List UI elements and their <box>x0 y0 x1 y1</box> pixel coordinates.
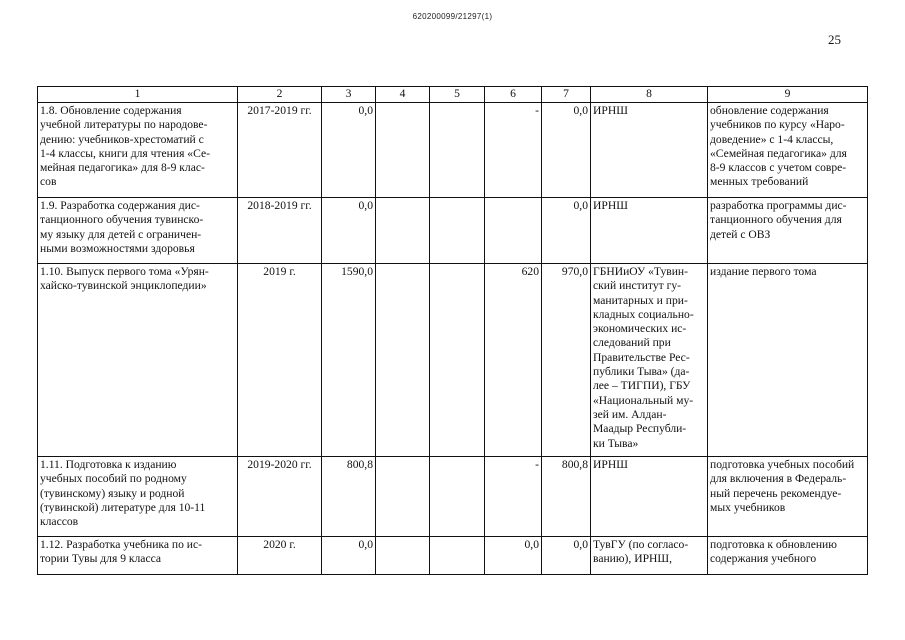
column-header: 5 <box>430 87 485 103</box>
column-header: 1 <box>38 87 238 103</box>
activity-cell: 1.12. Разработка учебника по ис- тории Тувы для 9 класса <box>38 537 238 575</box>
table-row <box>38 537 868 575</box>
activity-cell: 1.8. Обновление содержания учебной литературы по народове- дению: учебников-хрестоматий с 1-4 классы, книги для чтения «Се- мейная педагогика» для 8-9 клас- сов <box>38 103 238 198</box>
column-7-cell: 970,0 <box>542 264 591 457</box>
table-row <box>38 198 868 264</box>
result-cell: подготовка учебных пособий для включения в Федераль- ный перечень рекомендуе- мых учебников <box>708 457 868 537</box>
period-cell: 2020 г. <box>238 537 322 575</box>
executor-cell: ИРНШ <box>591 103 708 198</box>
period-cell: 2017-2019 гг. <box>238 103 322 198</box>
column-header: 2 <box>238 87 322 103</box>
column-header: 9 <box>708 87 868 103</box>
period-cell: 2018-2019 гг. <box>238 198 322 264</box>
column-header: 4 <box>376 87 430 103</box>
result-cell: подготовка к обновлению содержания учебного <box>708 537 868 575</box>
total-funding-cell: 1590,0 <box>322 264 376 457</box>
column-6-cell: - <box>485 457 542 537</box>
table-row <box>38 264 868 457</box>
column-6-cell <box>485 198 542 264</box>
column-4-cell <box>376 537 430 575</box>
executor-cell: ГБНИиОУ «Тувин- ский институт гу- манитарных и при- кладных социально- экономических ис- следований при Правительстве Рес- публики Тыва» (да- лее – ТИГПИ), ГБУ «Национальный му- зей им. Алдан- Маадыр Республи- ки Тыва» <box>591 264 708 457</box>
total-funding-cell: 0,0 <box>322 103 376 198</box>
result-cell: издание первого тома <box>708 264 868 457</box>
column-4-cell <box>376 103 430 198</box>
column-7-cell: 0,0 <box>542 537 591 575</box>
column-4-cell <box>376 264 430 457</box>
column-5-cell <box>430 457 485 537</box>
column-4-cell <box>376 457 430 537</box>
page-number: 25 <box>828 32 841 47</box>
column-5-cell <box>430 198 485 264</box>
table-row <box>38 457 868 537</box>
activity-cell: 1.9. Разработка содержания дис- танционного обучения тувинско- му языку для детей с ограничен- ными возможностями здоровья <box>38 198 238 264</box>
plan-table <box>37 86 868 575</box>
column-header-row <box>38 87 868 103</box>
column-6-cell: - <box>485 103 542 198</box>
column-6-cell: 620 <box>485 264 542 457</box>
period-cell: 2019-2020 гг. <box>238 457 322 537</box>
total-funding-cell: 0,0 <box>322 537 376 575</box>
table-row <box>38 103 868 198</box>
column-header: 6 <box>485 87 542 103</box>
column-header: 3 <box>322 87 376 103</box>
column-header: 8 <box>591 87 708 103</box>
column-6-cell: 0,0 <box>485 537 542 575</box>
executor-cell: ТувГУ (по согласо- ванию), ИРНШ, <box>591 537 708 575</box>
column-7-cell: 0,0 <box>542 198 591 264</box>
column-5-cell <box>430 264 485 457</box>
period-cell: 2019 г. <box>238 264 322 457</box>
activity-cell: 1.11. Подготовка к изданию учебных пособий по родному (тувинскому) языку и родной (тувинской) литературе для 10-11 классов <box>38 457 238 537</box>
column-5-cell <box>430 537 485 575</box>
executor-cell: ИРНШ <box>591 457 708 537</box>
total-funding-cell: 0,0 <box>322 198 376 264</box>
document-id: 620200099/21297(1) <box>412 12 493 21</box>
result-cell: разработка программы дис- танционного обучения для детей с ОВЗ <box>708 198 868 264</box>
column-7-cell: 800,8 <box>542 457 591 537</box>
total-funding-cell: 800,8 <box>322 457 376 537</box>
column-7-cell: 0,0 <box>542 103 591 198</box>
result-cell: обновление содержания учебников по курсу «Наро- доведение» с 1-4 классы, «Семейная педагогика» для 8-9 классов с учетом совре- менных требований <box>708 103 868 198</box>
column-4-cell <box>376 198 430 264</box>
column-header: 7 <box>542 87 591 103</box>
column-5-cell <box>430 103 485 198</box>
executor-cell: ИРНШ <box>591 198 708 264</box>
activity-cell: 1.10. Выпуск первого тома «Урян- хайско-тувинской энциклопедии» <box>38 264 238 457</box>
